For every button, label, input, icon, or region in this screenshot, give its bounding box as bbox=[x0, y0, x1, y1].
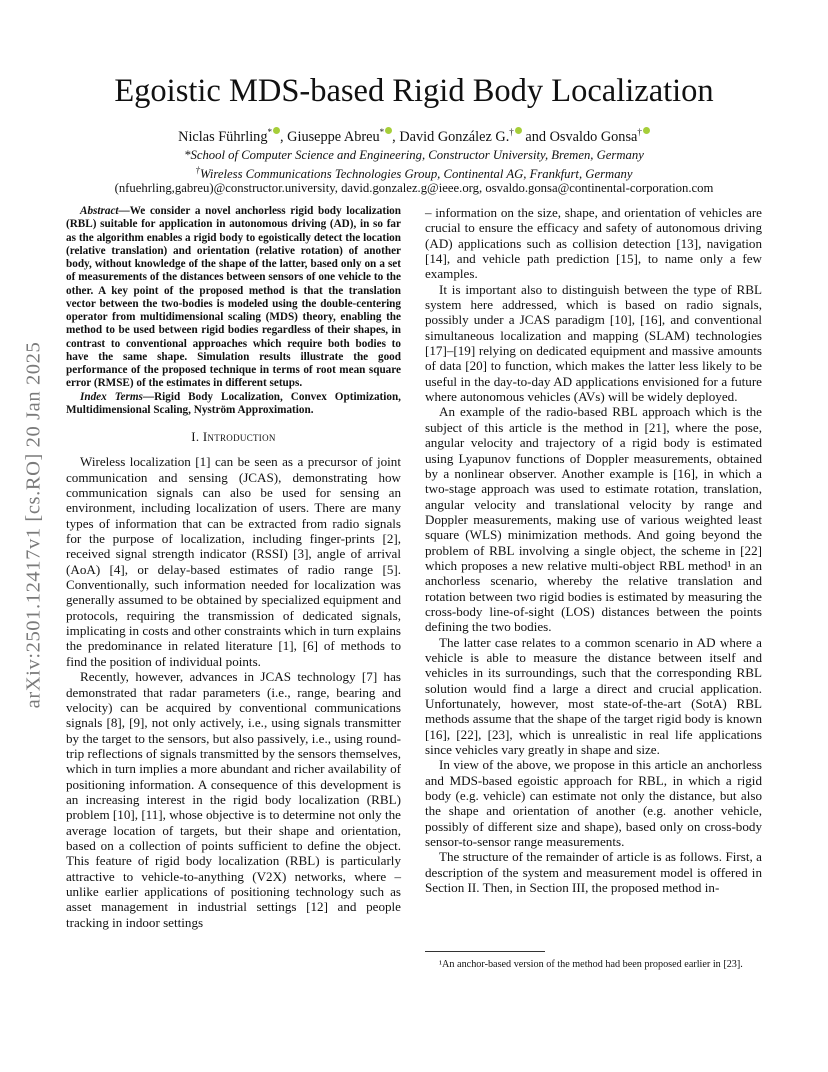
index-terms bbox=[66, 391, 401, 418]
affiliation-1: *School of Computer Science and Engineering, Constructor University, Bremen, Germany bbox=[184, 148, 644, 162]
body-paragraph: In view of the above, we propose in this article an anchorless and MDS-based egoistic approach for RBL, in which a rigid body (e.g. vehicle) can estimate not only the distance, but also the shape and orientation of another (e.g. another vehicle, possibly of different size and shape), based only on cross-body sensor-to-sensor range measurements. bbox=[425, 757, 762, 850]
left-column bbox=[66, 205, 401, 930]
body-paragraph: The structure of the remainder of article is as follows. First, a description of the system and measurement model is offered in Section II. Then, in Section III, the proposed method in- bbox=[425, 849, 762, 896]
arxiv-identifier-text: arXiv:2501.12417v1 [cs.RO] 20 Jan 2025 bbox=[22, 341, 45, 709]
author-mark: * bbox=[267, 127, 272, 137]
orcid-icon[interactable] bbox=[643, 127, 650, 134]
author-mark: † bbox=[509, 127, 514, 137]
body-paragraph: The latter case relates to a common scenario in AD where a vehicle is able to measure the distance between itself and vehicles in its surroundings, such that the corresponding RBL solution would find a large a direct and crucial application. Unfortunately, however, most state-of-the-art (SotA) RBL methods assume that the shape of the target rigid body is known [16], [22], [23], which is unrealistic in real life applications since vehicles vary greatly in shape and size. bbox=[425, 634, 762, 758]
section-heading: I. Introduction bbox=[191, 430, 276, 444]
abstract bbox=[66, 205, 401, 391]
index-terms-text: —Rigid Body Localization, Convex Optimization, Multidimensional Scaling, Nyström Approximation. bbox=[66, 390, 401, 416]
author-mark: * bbox=[379, 127, 385, 137]
orcid-icon[interactable] bbox=[273, 127, 280, 134]
affiliation-2-text: Wireless Communications Technologies Group, Continental AG, Frankfurt, Germany bbox=[199, 167, 633, 182]
footnote: ¹An anchor-based version of the method had been proposed earlier in [23]. bbox=[439, 959, 743, 970]
paper-title: Egoistic MDS-based Rigid Body Localization bbox=[114, 73, 714, 109]
body-paragraph: Recently, however, advances in JCAS technology [7] has demonstrated that radar parameters (i.e., range, bearing and velocity) can be acquired by conventional communications signals [8], [9], not only actively, i.e., using signals transmitter by the target to the sensors, but also passively, i.e., using round-trip reflections of signals transmitted by the sensors themselves, which in turn implies a more abundant and richer availability of positioning information. A consequence of this development is an increasing interest in the rigid body localization (RBL) problem [10], [11], whose objective is to determine not only the average location of targets, but their shape and orientation, based on a collection of points sufficient to define the object. This feature of rigid body localization (RBL) is particularly attractive to vehicle-to-anything (V2X) networks, where – unlike earlier applications of positioning technology such as asset management in industrial settings [12] and people tracking in indoor settings bbox=[66, 669, 401, 930]
arxiv-identifier bbox=[14, 290, 54, 760]
author-name: Niclas Führling bbox=[178, 128, 268, 145]
abstract-label: Abstract bbox=[80, 205, 119, 217]
orcid-icon[interactable] bbox=[515, 127, 522, 134]
body-paragraph: Wireless localization [1] can be seen as a precursor of joint communication and sensing (JCAS), demonstrating how communication signals can also be used for sensing an environment, including localization of users. There are many types of information that can be extracted from radio signals for the purpose of localization, including finger-prints [2], received signal strength indicator (RSSI) [3], angle of arrival (AoA) [4], or delay-based estimates of radio range [5]. Conventionally, such information needed for localization was generally assumed to be obtained by specialized equipment and protocols, requiring the transmission of dedicated signals, implicating in costs and other constraints which in turn explains the predominance in related literature [1], [6] of methods to find the position of individual points. bbox=[66, 454, 401, 669]
affiliation-2 bbox=[0, 165, 828, 182]
right-column bbox=[425, 205, 762, 895]
abstract-text: —We consider a novel anchorless rigid body localization (RBL) suitable for application in autonomous driving (AD), in so far as the algorithm enables a rigid body to egoistically detect the location (relative translation) and orientation (relative rotation) of another body, without knowledge of the shape of the latter, based only on a set of measurements of the distances between sensors of one vehicle to the other. A key point of the proposed method is that the translation vector between the two-bodies is modeled using the double-centering operator from multidimensional scaling (MDS) theory, enabling the method to be used between rigid bodies regardless of their shapes, in contrast to conventional approaches which require both bodies to have the same shape. Simulation results illustrate the good performance of the proposed technique in terms of root mean square error (RMSE) of the estimates in different setups. bbox=[66, 205, 401, 390]
body-paragraph: It is important also to distinguish between the type of RBL system here addressed, which is based on radio signals, possibly under a JCAS paradigm [10], [16], and conventional simultaneous localization and mapping (SLAM) technologies [17]–[19] relying on dedicated equipment and massive amounts of data [20] to function, which makes the latter less likely to be useful in the day-to-day AD applications envisioned for a future where autonomous vehicles (AVs) will be widely deployed. bbox=[425, 281, 762, 405]
author-name: Osvaldo Gonsa bbox=[549, 128, 638, 145]
affiliation-mark: † bbox=[195, 165, 200, 175]
author-list: Niclas Führling* , Giuseppe Abreu* , David González G.† and Osvaldo Gonsa† bbox=[0, 127, 828, 146]
author-name: Giuseppe Abreu bbox=[287, 128, 380, 145]
orcid-icon[interactable] bbox=[385, 127, 392, 134]
footnote-rule bbox=[425, 951, 545, 952]
author-name: David González G. bbox=[399, 128, 510, 145]
author-emails: (nfuehrling,gabreu)@constructor.university, david.gonzalez.g@ieee.org, osvaldo.gonsa@continental-corporation.com bbox=[114, 181, 714, 195]
index-terms-label: Index Terms bbox=[80, 390, 143, 403]
author-connector: and bbox=[525, 128, 547, 145]
author-mark: † bbox=[637, 127, 642, 137]
body-paragraph: An example of the radio-based RBL approach which is the subject of this article is the method in [21], where the pose, angular velocity and trajectory of a rigid body is estimated using Lyapunov functions of Doppler measurements, obtained by a nonlinear observer. Another example is [16], in which a two-stage approach was used to estimate rotation, translation, angular velocity and translational velocity by range and Doppler measurements, making use of various weighted least square (WLS) minimization methods. And going beyond the problem of RBL involving a single object, the scheme in [22] which proposes a new relative multi-object RBL method¹ in an anchorless scenario, whereby the relative translation and rotation between two rigid bodies is estimated by measuring the cross-body line-of-sight (LOS) distances between the points defining the two bodies. bbox=[425, 404, 762, 635]
body-paragraph: – information on the size, shape, and orientation of vehicles are crucial to ensure the efficacy and safety of autonomous driving (AD) applications such as collision detection [13], navigation [14], and vehicle path prediction [15], to name only a few examples. bbox=[425, 205, 762, 282]
